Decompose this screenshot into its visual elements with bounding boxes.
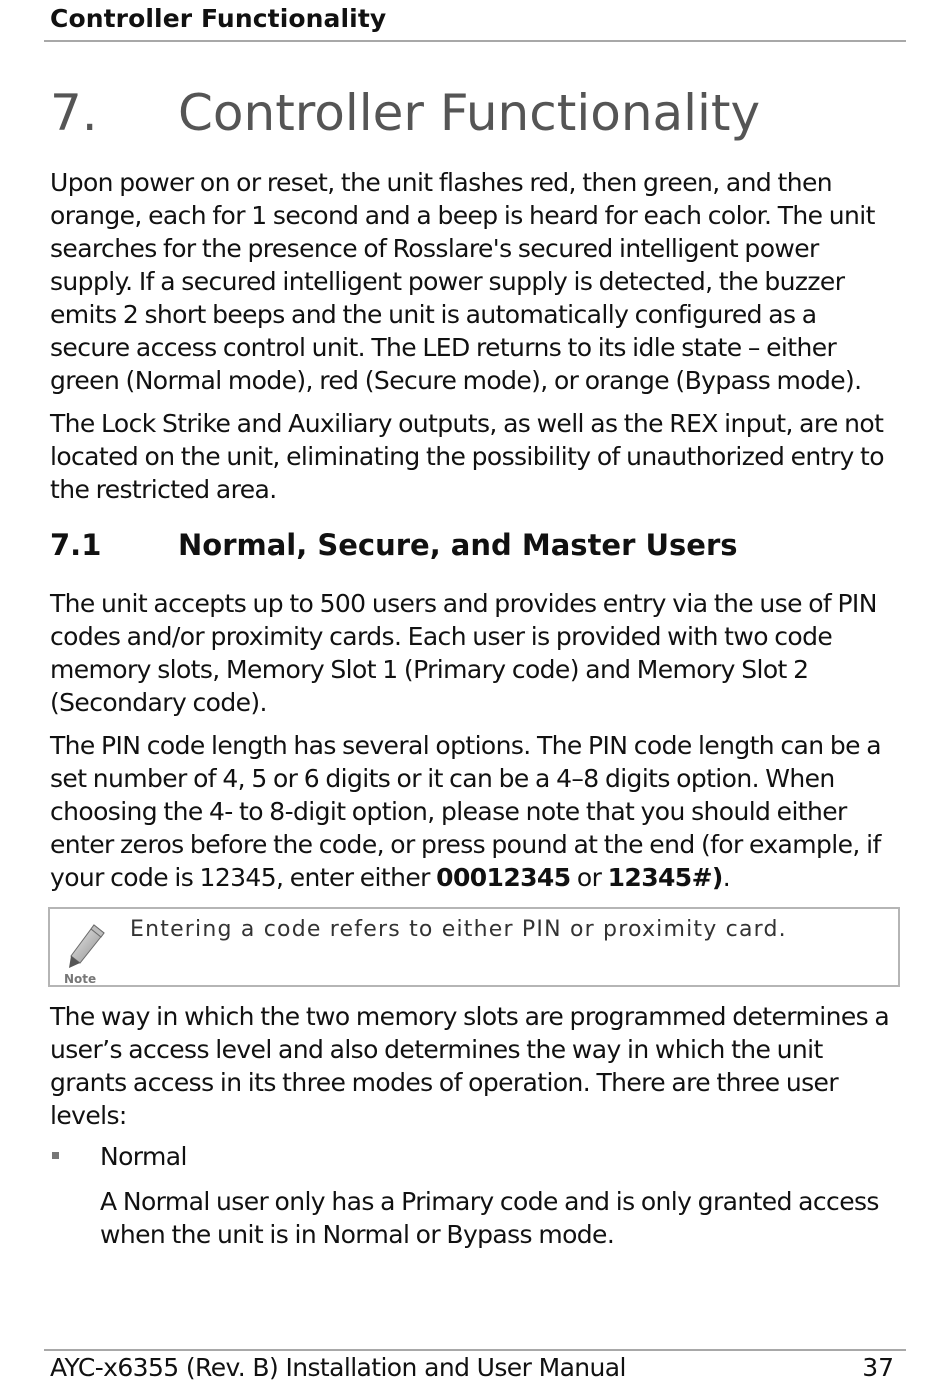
period-text: . — [722, 863, 731, 892]
intro-paragraph-1: Upon power on or reset, the unit flashes red, then green, and then orange, each for 1 second and a beep is heard for each color. The unit searches for the presence of Rosslare's secured intelligent power supply. If a secured intelligent power supply is detected, the buzzer emits 2 short beeps and the unit is automatically configured as a secure access control unit. The LED returns to its idle state – either green (Normal mode), red (Secure mode), or orange (Bypass mode). — [50, 168, 875, 395]
bullet-label-normal: Normal — [100, 1142, 187, 1171]
header-divider — [44, 40, 906, 42]
footer-divider — [44, 1349, 906, 1351]
pencil-icon — [64, 921, 108, 985]
example-code-pound: 12345#) — [607, 863, 723, 892]
section-number: 7.1 — [50, 528, 102, 562]
section-paragraph-1: The unit accepts up to 500 users and provides entry via the use of PIN codes and/or proximity cards. Each user is provided with two code memory slots, Memory Slot 1 (Primary code) and Memory Slot 2 (Secondary code). — [50, 589, 877, 717]
running-header: Controller Functionality — [50, 4, 387, 33]
pin-length-text: The PIN code length has several options. The PIN code length can be a set number of 4, 5 or 6 digits or it can be a 4–8 digits option. When choosing the 4- to 8-digit option, please note that you should either enter zeros before the code, or press pound at the end (for example, if your code is 12345, enter either — [50, 731, 881, 892]
page-number: 37 — [862, 1353, 894, 1382]
or-text: or — [570, 863, 608, 892]
chapter-title-text: Controller Functionality — [178, 84, 761, 142]
note-box — [48, 907, 900, 987]
bullet-marker — [52, 1152, 59, 1159]
section-paragraph-2 — [50, 729, 902, 894]
chapter-title — [50, 84, 760, 142]
intro-paragraph-2: The Lock Strike and Auxiliary outputs, as well as the REX input, are not located on the unit, eliminating the possibility of unauthorized entry to the restricted area. — [50, 409, 884, 504]
section-title — [50, 528, 738, 562]
footer-manual-title: AYC-x6355 (Rev. B) Installation and User Manual — [50, 1353, 626, 1382]
note-text: Entering a code refers to either PIN or proximity card. — [130, 917, 787, 942]
note-label: Note — [64, 972, 97, 985]
chapter-number: 7. — [50, 84, 98, 142]
section-paragraph-3: The way in which the two memory slots are programmed determines a user’s access level and also determines the way in which the unit grants access in its three modes of operation. There are three user levels: — [50, 1002, 890, 1130]
example-code-zeros: 00012345 — [436, 863, 571, 892]
bullet-description-normal: A Normal user only has a Primary code and is only granted access when the unit is in Normal or Bypass mode. — [100, 1187, 879, 1249]
section-title-text: Normal, Secure, and Master Users — [178, 528, 738, 562]
